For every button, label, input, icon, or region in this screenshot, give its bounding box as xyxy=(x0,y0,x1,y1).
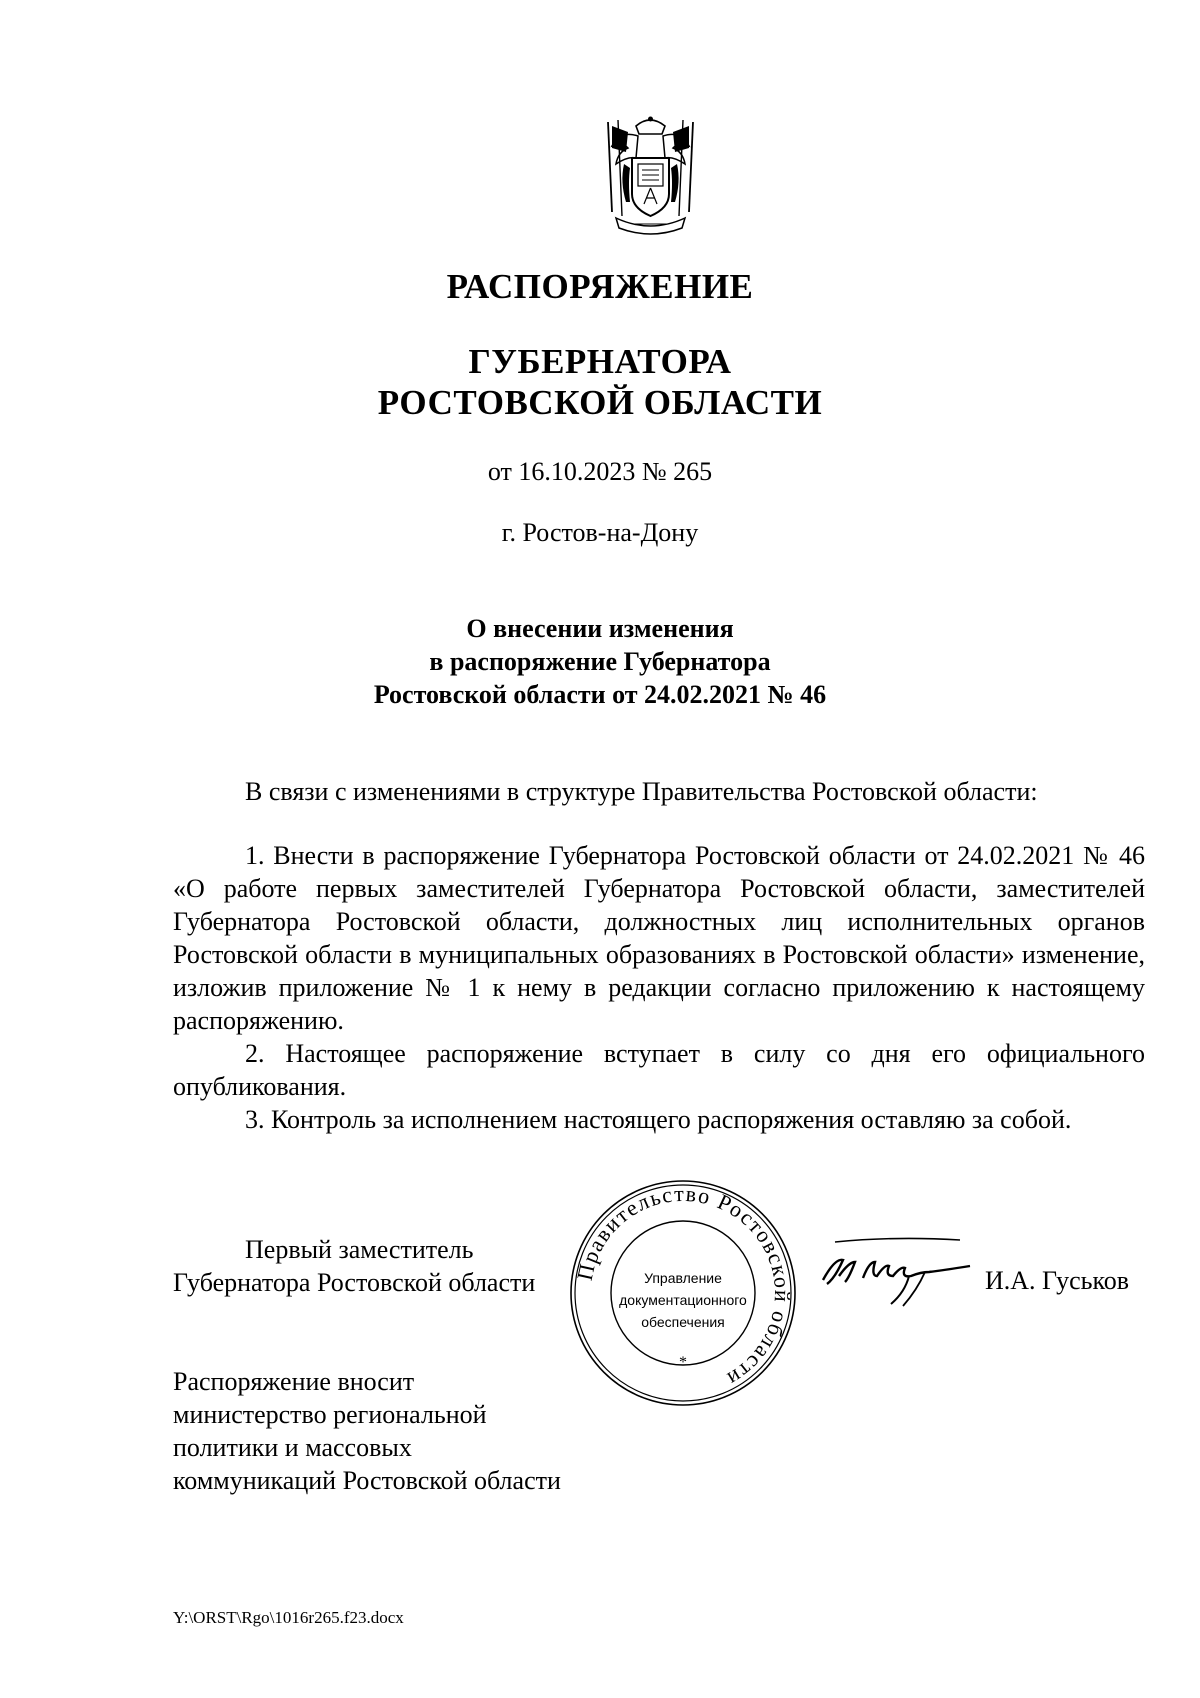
seal-inner xyxy=(568,1178,798,1408)
signatory-position-line-1: Первый заместитель xyxy=(245,1235,474,1264)
signatory-name: И.А. Гуськов xyxy=(985,1266,1130,1295)
file-path: Y:\ORST\Rgo\1016r265.f23.docx xyxy=(173,1608,404,1627)
handwritten-signature xyxy=(805,1232,980,1312)
issuer-line-2: РОСТОВСКОЙ ОБЛАСТИ xyxy=(377,383,823,422)
items-block xyxy=(173,839,1145,1136)
item-3: 3. Контроль за исполнением настоящего распоряжения оставляю за собой. xyxy=(245,1105,1072,1134)
seal-inner-line-1: Управление xyxy=(644,1270,722,1286)
item-1: 1. Внести в распоряжение Губернатора Ростовской области от 24.02.2021 № 46 «О работе первых заместителей Губернатора Ростовской области, заместителей Губернатора Ростовской области, должностных лиц исполнительных органов Ростовской области в муниципальных образованиях в Ростовской области» изменение, изложив приложение № 1 к нему в редакции согласно приложению к настоящему распоряжению. xyxy=(173,841,1145,1035)
issuer-line-1: ГУБЕРНАТОРА xyxy=(468,342,732,381)
document-title: РАСПОРЯЖЕНИЕ xyxy=(446,267,754,306)
preamble: В связи с изменениями в структуре Правительства Ростовской области: xyxy=(245,777,1038,806)
subject-line-3: Ростовской области от 24.02.2021 № 46 xyxy=(373,680,827,709)
seal-outer-text: Правительство Ростовской области xyxy=(571,1180,796,1393)
signatory-position xyxy=(173,1233,535,1299)
date-and-number: от 16.10.2023 № 265 xyxy=(487,457,713,486)
coat-of-arms-icon xyxy=(598,112,703,240)
subject-line-2: в распоряжение Губернатора xyxy=(429,647,771,676)
introduced-by-line-1: Распоряжение вносит xyxy=(173,1367,415,1396)
city: г. Ростов-на-Дону xyxy=(501,518,699,547)
subject-line-1: О внесении изменения xyxy=(466,614,734,643)
seal-star: * xyxy=(679,1354,687,1371)
introduced-by xyxy=(173,1365,561,1497)
introduced-by-line-3: политики и массовых xyxy=(173,1433,412,1462)
seal-inner-line-2: документационного xyxy=(619,1292,747,1308)
item-2: 2. Настоящее распоряжение вступает в силу со дня его официального опубликования. xyxy=(173,1039,1145,1101)
introduced-by-line-2: министерство региональной xyxy=(173,1400,487,1429)
introduced-by-line-4: коммуникаций Ростовской области xyxy=(173,1466,561,1495)
seal-inner-line-3: обеспечения xyxy=(641,1314,725,1330)
signatory-position-line-2: Губернатора Ростовской области xyxy=(173,1268,536,1297)
